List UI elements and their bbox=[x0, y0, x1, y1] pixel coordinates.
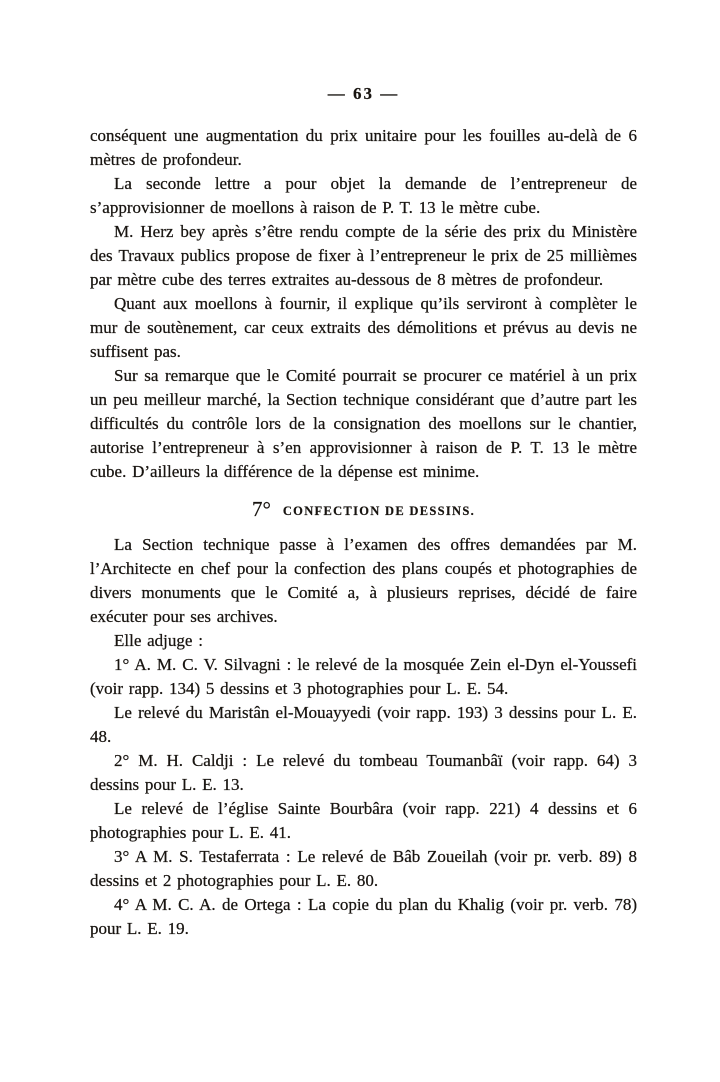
body-paragraph: La seconde lettre a pour objet la demande de l’entrepreneur de s’approvisionner de moellons à raison de P. T. 13 le mètre cube. bbox=[90, 174, 637, 217]
body-paragraph: La Section technique passe à l’examen des offres demandées par M. l’Architecte en chef pour la confection des plans coupés et photographies de divers monuments que le Comité a, à plusieurs reprises, décidé de faire exécuter pour ses archives. bbox=[90, 535, 637, 626]
body-paragraph: 1° A. M. C. V. Silvagni : le relevé de la mosquée Zein el-Dyn el-Youssefi (voir rapp. 134) 5 dessins et 3 photographies pour L. E. 54. bbox=[90, 655, 637, 698]
body-paragraph: 3° A M. S. Testaferrata : Le relevé de Bâb Zoueilah (voir pr. verb. 89) 8 dessins et 2 photographies pour L. E. 80. bbox=[90, 847, 637, 890]
page-number: — 63 — bbox=[327, 84, 400, 103]
body-paragraph: Elle adjuge : bbox=[114, 631, 203, 650]
body-paragraph: Le relevé du Maristân el-Mouayyedi (voir rapp. 193) 3 dessins pour L. E. 48. bbox=[90, 703, 637, 746]
body-paragraph: 2° M. H. Caldji : Le relevé du tombeau Toumanbâï (voir rapp. 64) 3 dessins pour L. E. 13. bbox=[90, 751, 637, 794]
section-number: 7° bbox=[251, 497, 271, 521]
body-paragraph: Sur sa remarque que le Comité pourrait se procurer ce matériel à un prix un peu meilleur marché, la Section technique considérant que d’autre part les difficultés du contrôle lors de la consignation des moellons sur le chantier, autorise l’entrepreneur à s’en approvisionner à raison de P. T. 13 le mètre cube. D’ailleurs la différence de la dépense est minime. bbox=[90, 366, 637, 481]
section-title: CONFECTION DE DESSINS. bbox=[282, 504, 476, 518]
body-paragraph: M. Herz bey après s’être rendu compte de la série des prix du Ministère des Travaux publics propose de fixer à l’entrepreneur le prix de 25 millièmes par mètre cube des terres extraites au-dessous de 8 mètres de profondeur. bbox=[90, 222, 637, 289]
body-paragraph: Le relevé de l’église Sainte Bourbâra (voir rapp. 221) 4 dessins et 6 photographies pour L. E. 41. bbox=[90, 799, 637, 842]
body-paragraph: Quant aux moellons à fournir, il explique qu’ils serviront à complèter le mur de soutènement, car ceux extraits des démolitions et prévus au devis ne suffisent pas. bbox=[90, 294, 637, 361]
body-paragraph: 4° A M. C. A. de Ortega : La copie du plan du Khalig (voir pr. verb. 78) pour L. E. 19. bbox=[90, 895, 637, 938]
section-heading bbox=[90, 497, 637, 522]
body-paragraph: conséquent une augmentation du prix unitaire pour les fouilles au-delà de 6 mètres de profondeur. bbox=[90, 126, 637, 169]
